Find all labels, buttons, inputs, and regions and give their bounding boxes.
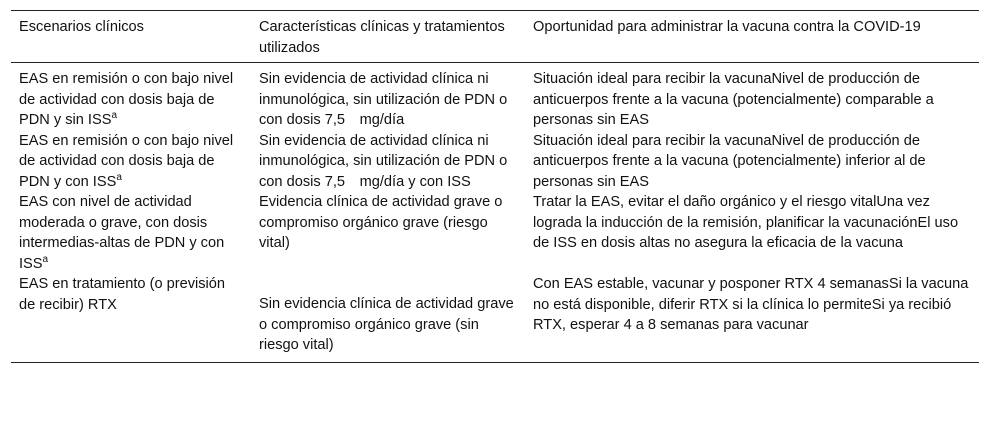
- footnote-marker: a: [111, 110, 118, 122]
- scenario-cell: [11, 63, 251, 131]
- covid-vaccine-table: [11, 10, 979, 363]
- characteristics-cell: Evidencia clínica de actividad grave o compromiso orgánico grave (riesgo vital): [259, 194, 503, 251]
- opportunity-cell: Situación ideal para recibir la vacunaNivel de producción de anticuerpos frente a la vacuna (potencialmente) inferior al de personas sin EAS: [533, 132, 926, 190]
- table-row: [11, 192, 979, 274]
- characteristics-cell: Sin evidencia de actividad clínica ni inmunológica, sin utilización de PDN o con dosis 7,5 mg/día y con ISS: [259, 132, 508, 190]
- table-row: [11, 274, 979, 362]
- footnote-marker: a: [42, 253, 49, 265]
- table-body: [11, 63, 979, 363]
- header-characteristics: Características clínicas y tratamientos utilizados: [259, 19, 505, 56]
- characteristics-cell: Sin evidencia de actividad clínica ni inmunológica, sin utilización de PDN o con dosis 7,5 mg/día: [259, 71, 508, 128]
- table-row: [11, 63, 979, 131]
- opportunity-cell: Tratar la EAS, evitar el daño orgánico y el riesgo vitalUna vez lograda la inducción de la remisión, planificar la vacunaciónEl uso de ISS en dosis altas no asegura la eficacia de la vacuna: [533, 194, 959, 251]
- scenario-cell: [11, 274, 251, 362]
- header-row: [11, 11, 979, 63]
- scenario-text: EAS en remisión o con bajo nivel de actividad con dosis baja de PDN y sin ISS: [19, 71, 234, 128]
- opportunity-cell: Situación ideal para recibir la vacunaNivel de producción de anticuerpos frente a la vacuna (potencialmente) comparable a personas sin EAS: [533, 71, 934, 128]
- header-opportunity: Oportunidad para administrar la vacuna contra la COVID-19: [533, 19, 921, 35]
- footnote-marker: a: [116, 171, 122, 183]
- scenario-text: EAS en tratamiento (o previsión de recibir) RTX: [19, 276, 226, 313]
- table-header: [11, 11, 979, 63]
- opportunity-cell: Con EAS estable, vacunar y posponer RTX 4 semanasSi la vacuna no está disponible, diferir RTX si la clínica lo permiteSi ya recibió RTX, esperar 4 a 8 semanas para vacunar: [533, 276, 969, 333]
- header-scenarios: Escenarios clínicos: [19, 19, 144, 35]
- scenario-text: EAS con nivel de actividad moderada o grave, con dosis intermedias-altas de PDN y con ISS: [19, 194, 225, 272]
- table-container: [11, 10, 979, 363]
- table-row: [11, 131, 979, 193]
- scenario-cell: [11, 192, 251, 274]
- characteristics-cell: Sin evidencia clínica de actividad grave o compromiso orgánico grave (sin riesgo vital): [259, 296, 514, 353]
- scenario-text: EAS en remisión o con bajo nivel de actividad con dosis baja de PDN y con ISS: [19, 132, 234, 190]
- scenario-cell: [11, 131, 251, 193]
